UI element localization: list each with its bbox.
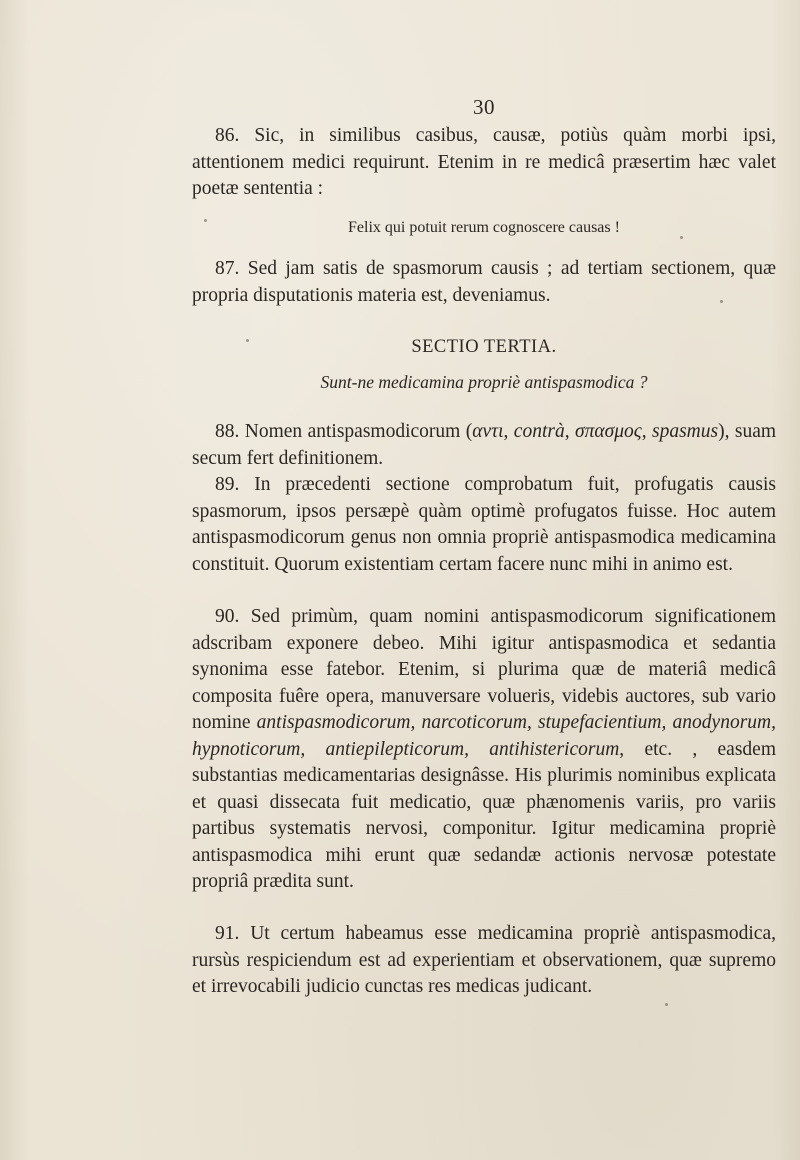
paper-speck [680,236,683,239]
paper-speck [204,219,207,222]
paper-speck [665,1003,668,1006]
paragraph-86: 86. Sic, in similibus casibus, causæ, potiùs quàm morbi ipsi, attentionem medici requirunt. Etenim in re medicâ præsertim hæc valet poetæ sententia : [192,125,776,199]
paragraph-90 [192,604,776,896]
word-contra: contrà [513,421,565,442]
p90-text-a: 90. Sed primùm, quam nomini antispasmodicorum significationem adscribam exponere debeo. Mihi igitur antispasmodica et sedantia synonima esse fatebor. Etenim, si plurima quæ de materiâ medicâ composita fuêre opera, manuversare volueris, videbis auctores, sub vario nomine [192,606,776,733]
p88-text-a: 88. Nomen antispasmodicorum ( [215,421,473,442]
paragraph-91: 91. Ut certum habeamus esse medicamina propriè antispasmodica, rursùs respiciendum est ad experientiam et observationem, quæ supremo et irrevocabili judicio cunctas res medicas judicant. [192,923,776,997]
greek-anti: αντι [472,421,504,442]
section-subtitle: Sunt-ne medicamina propriè antispasmodica ? [320,372,648,392]
p88-text-e: ), suam secum fert definitionem. [192,421,777,469]
paragraph-88 [192,419,776,472]
paper-speck [246,339,249,342]
page-number: 30 [473,95,495,119]
paper-speck [720,300,723,303]
word-spasmus: spasmus [651,421,719,442]
section-title: SECTIO TERTIA. [411,337,557,357]
verse-quote: Felix qui potuit rerum cognoscere causas ! [348,219,620,236]
p88-text-d: , [641,421,652,442]
p88-text-b: , [503,421,514,442]
p88-text-c: , [564,421,575,442]
greek-spasmos: σπασμος [575,421,642,442]
paragraph-87: 87. Sed jam satis de spasmorum causis ; ad tertiam sectionem, quæ propria disputationis materia est, deveniamus. [192,258,776,306]
p90-text-b: , etc. , easdem substantias medicamentarias designâsse. His plurimis nominibus explicata et quasi dissecata fuit medicatio, quæ phænomenis variis, pro variis partibus systematis nervosi, componitur. Igitur medicamina propriè antispasmodica mihi erunt quæ sedandæ actionis nervosæ potestate propriâ prædita sunt. [192,738,776,892]
paragraph-89: 89. In præcedenti sectione comprobatum fuit, profugatis causis spasmorum, ipsos persæpè quàm optimè profugatos fuisse. Hoc autem antispasmodicorum genus non omnia propriè antispasmodica medicamina constituit. Quorum existentiam certam facere nunc mihi in animo est. [192,474,776,575]
p90-italic-terms: antispasmodicorum, narcoticorum, stupefacientium, anodynorum, hypnoticorum, antiepilepticorum, antihistericorum [192,712,776,760]
